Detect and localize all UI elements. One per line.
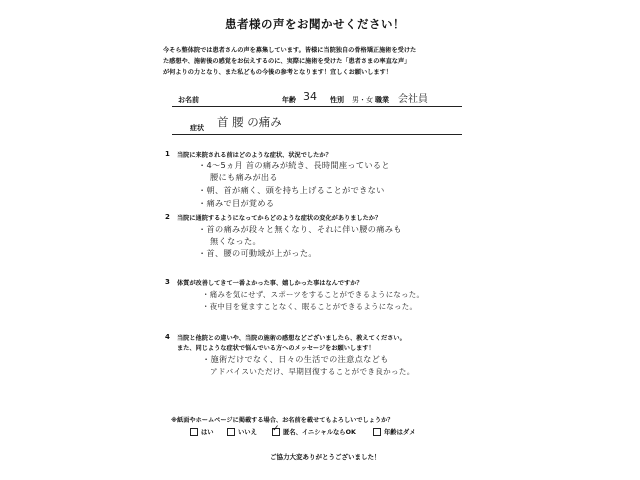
answer-line: アドバイスいただけ、早期回復することができ良かった。 (210, 367, 415, 376)
profile-underline (172, 106, 462, 107)
question-number: 4 (165, 333, 170, 341)
job-label: 職業 (375, 96, 389, 104)
intro-line: 今そら整体院では患者さんの声を募集しています。皆様に当院独自の骨格矯正施術を受けた (163, 47, 417, 54)
symptom-label: 症状 (190, 124, 204, 132)
age-label: 年齢 (282, 96, 296, 104)
consent-option-initials[interactable] (272, 427, 356, 436)
symptom-value: 首 腰 の痛み (217, 115, 282, 129)
checkbox[interactable] (373, 428, 381, 436)
symptom-underline (172, 134, 462, 135)
question-text-line2: また、同じような症状で悩んでいる方へのメッセージをお願いします！ (177, 345, 375, 352)
option-label: いいえ (238, 429, 257, 436)
question-text: 体質が改善してきて一番よかった事、嬉しかった事はなんですか？ (177, 280, 363, 287)
question-text: 当院に通院するようになってからどのような症状の変化がありましたか？ (177, 215, 382, 222)
answer-line: ・痛みで目が覚める (198, 198, 275, 208)
option-label: 年齢はダメ (384, 429, 416, 436)
job-value: 会社員 (398, 94, 428, 105)
answer-line: ・夜中目を覚ますことなく、眠ることができるようになった。 (202, 302, 418, 311)
consent-option-no-age[interactable] (373, 427, 415, 436)
answer-line: ・施術だけでなく、日々の生活での注意点なども (202, 354, 389, 364)
option-label: はい (201, 429, 214, 436)
answer-line: ・朝、首が痛く、頭を持ち上げることができない (198, 185, 385, 195)
option-label: 匿名、イニシャルならOK (283, 429, 356, 436)
intro-text (163, 45, 493, 78)
name-label: お名前 (178, 96, 199, 104)
answer-line: ・4〜5ヵ月 首の痛みが続き、長時間座っていると (198, 160, 390, 170)
checkbox[interactable] (227, 428, 235, 436)
intro-line: た感想や、施術後の感覚をお伝えするのに、実際に施術を受けた「患者さまの率直な声」 (163, 58, 411, 65)
page-title: 患者様の声をお聞かせください！ (225, 17, 405, 31)
question-text: 当院と他院との違いや、当院の施術の感想などございましたら、教えてください。 (177, 335, 406, 342)
age-value: 34 (303, 90, 317, 103)
thanks-text: ご協力大変ありがとうございました！ (270, 453, 381, 461)
answer-line: ・首の痛みが段々と無くなり、それに伴い腰の痛みも (198, 224, 402, 234)
consent-option-no[interactable] (227, 427, 257, 436)
gender-label: 性別 (330, 96, 344, 104)
answer-line: 腰にも痛みが出る (210, 172, 278, 182)
question-number: 1 (165, 150, 170, 158)
answer-line: 無くなった。 (210, 236, 261, 246)
answer-line: ・首、腰の可動域が上がった。 (198, 248, 317, 258)
question-text: 当院に来院される前はどのような症状、状況でしたか？ (177, 152, 332, 159)
question-number: 2 (165, 213, 170, 221)
checkbox[interactable] (190, 428, 198, 436)
checkbox-checked[interactable] (272, 428, 280, 436)
consent-option-yes[interactable] (190, 427, 214, 436)
gender-options: 男・女 (352, 96, 373, 104)
answer-line: ・痛みを気にせず、スポーツをすることができるようになった。 (202, 290, 425, 299)
intro-line: が何よりの力となり、また私どもの今後の参考となります！宜しくお願いします！ (163, 69, 392, 76)
question-number: 3 (165, 278, 170, 286)
consent-question: ※紙面やホームページに掲載する場合、お名前を載せてもよろしいでしょうか？ (171, 417, 394, 424)
